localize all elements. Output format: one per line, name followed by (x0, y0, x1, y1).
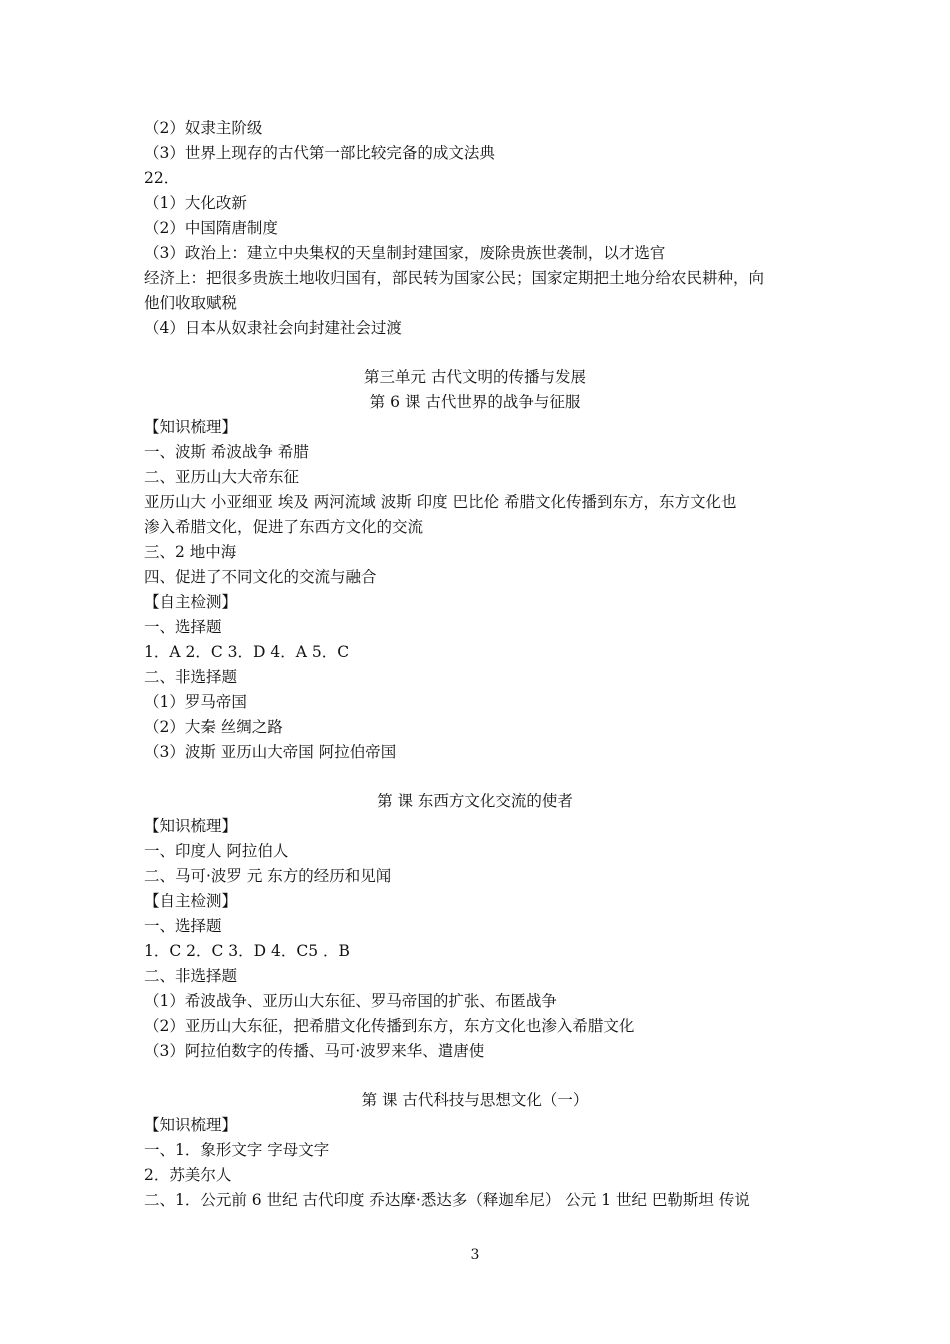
text-line: 二、1．公元前 6 世纪 古代印度 乔达摩·悉达多（释迦牟尼） 公元 1 世纪 巴勒斯坦 传说 (144, 1191, 750, 1209)
lesson-heading: 第 课 古代科技与思想文化（一） (361, 1091, 589, 1109)
section-label: 【知识梳理】 (144, 817, 238, 835)
text-line: （3）世界上现存的古代第一部比较完备的成文法典 (144, 144, 495, 162)
unit-heading: 第三单元 古代文明的传播与发展 (364, 368, 586, 386)
section-label: 【知识梳理】 (144, 418, 238, 436)
text-line: 经济上：把很多贵族土地收归国有，部民转为国家公民；国家定期把土地分给农民耕种，向 (144, 269, 765, 287)
text-line: （2）亚历山大东征，把希腊文化传播到东方，东方文化也渗入希腊文化 (144, 1017, 635, 1035)
text-line: （1）希波战争、亚历山大东征、罗马帝国的扩张、布匿战争 (144, 992, 557, 1010)
text-line: （3）波斯 亚历山大帝国 阿拉伯帝国 (144, 743, 397, 761)
text-line: （2）中国隋唐制度 (144, 219, 278, 237)
text-line: 渗入希腊文化，促进了东西方文化的交流 (144, 518, 424, 536)
answer-line: 1．A 2．C 3．D 4．A 5．C (144, 643, 350, 661)
text-line: 一、波斯 希波战争 希腊 (144, 443, 309, 461)
text-line: 二、非选择题 (144, 668, 238, 686)
section-label: 【自主检测】 (144, 593, 238, 611)
question-number: 22． (144, 169, 180, 187)
section-label: 【知识梳理】 (144, 1116, 238, 1134)
section-label: 【自主检测】 (144, 892, 238, 910)
lesson-heading: 第 课 东西方文化交流的使者 (377, 792, 573, 810)
text-line: 一、选择题 (144, 917, 222, 935)
text-line: 一、印度人 阿拉伯人 (144, 842, 289, 860)
text-line: 一、1．象形文字 字母文字 (144, 1141, 330, 1159)
text-line: 二、马可·波罗 元 东方的经历和见闻 (144, 867, 392, 885)
text-line: 三、2 地中海 (144, 543, 237, 561)
page-number: 3 (470, 1247, 480, 1263)
text-line: （1）大化改新 (144, 194, 247, 212)
answer-line: 1．C 2．C 3．D 4．C5 ．B (144, 942, 350, 960)
text-line: 四、促进了不同文化的交流与融合 (144, 568, 377, 586)
text-line: 他们收取赋税 (144, 294, 238, 312)
text-line: 二、亚历山大大帝东征 (144, 468, 300, 486)
lesson-heading: 第 6 课 古代世界的战争与征服 (369, 393, 581, 411)
text-line: 2．苏美尔人 (144, 1166, 232, 1184)
text-line: （2）奴隶主阶级 (144, 119, 263, 137)
text-line: 一、选择题 (144, 618, 222, 636)
text-line: （3）阿拉伯数字的传播、马可·波罗来华、遣唐使 (144, 1042, 485, 1060)
text-line: 亚历山大 小亚细亚 埃及 两河流域 波斯 印度 巴比伦 希腊文化传播到东方，东方文化也 (144, 493, 737, 511)
text-line: （2）大秦 丝绸之路 (144, 718, 283, 736)
text-line: （3）政治上：建立中央集权的天皇制封建国家，废除贵族世袭制，以才选官 (144, 244, 666, 262)
text-line: （1）罗马帝国 (144, 693, 247, 711)
text-line: （4）日本从奴隶社会向封建社会过渡 (144, 319, 402, 337)
text-line: 二、非选择题 (144, 967, 238, 985)
